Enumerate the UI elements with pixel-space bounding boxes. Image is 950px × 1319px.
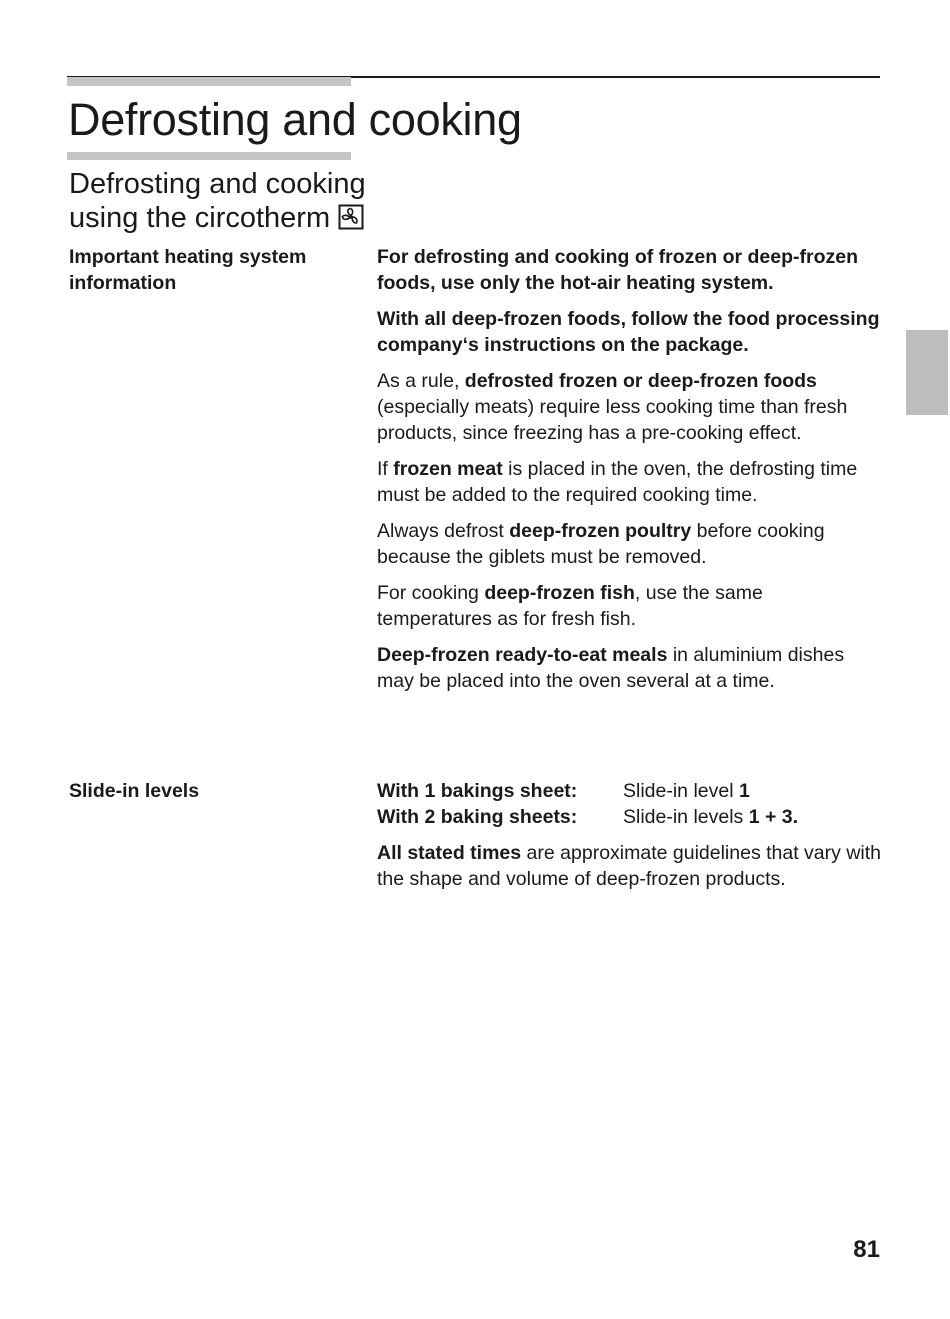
- slide-in-row-2: [377, 804, 882, 830]
- p6-post: , use the same temperatures as for fresh fish.: [377, 582, 763, 630]
- p3-pre: As a rule,: [377, 370, 465, 392]
- p3-post: (especially meats) require less cooking time than fresh products, since freezing has a pre-cooking effect.: [377, 396, 848, 444]
- slide-in-row-2-label: With 2 baking sheets:: [377, 806, 578, 828]
- row-1-value-bold: 1: [738, 780, 750, 802]
- p4-post: is placed in the oven, the defrosting time must be added to the required cooking time.: [377, 458, 858, 506]
- heating-paragraph-7: [377, 642, 882, 694]
- heating-paragraph-6: [377, 580, 882, 632]
- slide-in-row-2-value: [623, 804, 798, 830]
- row-2-value-bold: 1 + 3.: [748, 806, 799, 828]
- circotherm-fan-icon: [338, 204, 364, 238]
- stated-times-note: [377, 840, 882, 892]
- page-title: Defrosting and cooking: [68, 94, 522, 145]
- p5-pre: Always defrost: [377, 520, 510, 542]
- note-bold: All stated times: [377, 842, 522, 864]
- slide-in-row-1-label: With 1 bakings sheet:: [377, 780, 578, 802]
- row-2-value-text: Slide-in levels: [623, 806, 749, 828]
- heating-system-label: Important heating system information: [69, 246, 307, 294]
- section-title-line-2-text: using the circotherm: [69, 202, 331, 234]
- page-number: 81: [853, 1236, 880, 1263]
- section-title-line-2: [69, 201, 366, 238]
- heating-paragraph-3: [377, 368, 882, 446]
- p5-bold: deep-frozen poultry: [509, 520, 692, 542]
- p6-bold: deep-frozen fish: [484, 582, 635, 604]
- top-grey-accent-bar: [67, 77, 351, 86]
- heating-paragraph-1: For defrosting and cooking of frozen or deep-frozen foods, use only the hot-air heating system.: [377, 246, 858, 294]
- slide-in-row-1: [377, 778, 882, 804]
- p4-bold: frozen meat: [393, 458, 503, 480]
- slide-in-levels-table: [377, 778, 882, 830]
- heating-paragraph-4: [377, 456, 882, 508]
- section-title-line-1: Defrosting and cooking: [69, 168, 366, 200]
- p7-post: in aluminium dishes may be placed into the oven several at a time.: [377, 644, 845, 692]
- p5-post: before cooking because the giblets must be removed.: [377, 520, 825, 568]
- row-1-value-text: Slide-in level: [623, 780, 739, 802]
- slide-in-levels-content: [377, 778, 882, 902]
- p6-pre: For cooking: [377, 582, 485, 604]
- heating-paragraph-5: [377, 518, 882, 570]
- heating-paragraph-2: With all deep-frozen foods, follow the food processing company‘s instructions on the package.: [377, 308, 880, 356]
- p7-bold: Deep-frozen ready-to-eat meals: [377, 644, 668, 666]
- section-grey-accent-bar: [67, 152, 351, 160]
- section-title: [69, 167, 366, 238]
- slide-in-levels-label: Slide-in levels: [69, 780, 200, 802]
- heating-system-content: [377, 244, 882, 704]
- p4-pre: If: [377, 458, 394, 480]
- chapter-side-tab: [906, 330, 948, 415]
- slide-in-row-1-value: [623, 778, 750, 804]
- note-post: are approximate guidelines that vary with the shape and volume of deep-frozen products.: [377, 842, 881, 890]
- p3-bold: defrosted frozen or deep-frozen foods: [464, 370, 817, 392]
